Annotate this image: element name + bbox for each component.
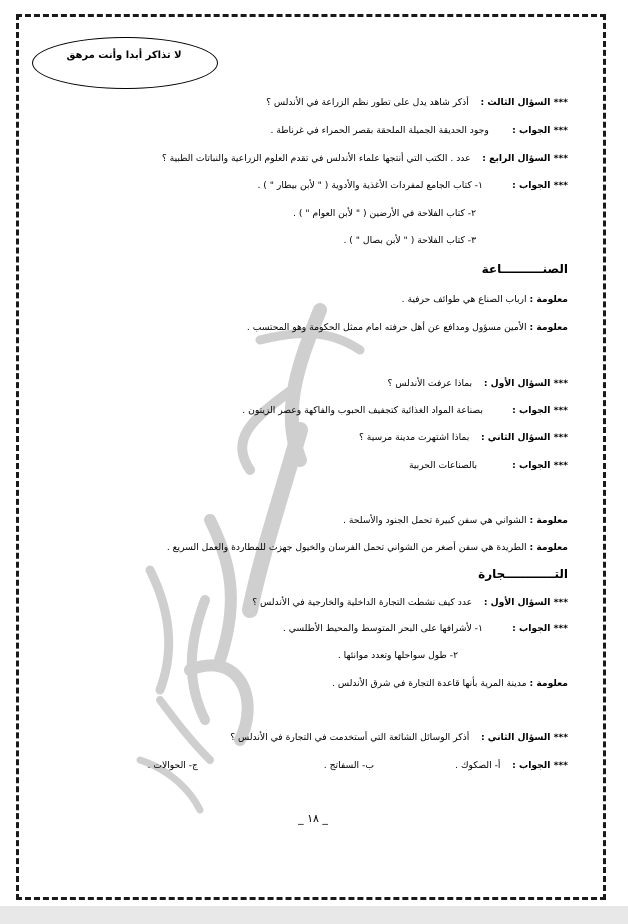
answer-lead: *** الجواب : [512,460,568,471]
section-title-trade: التــــــــــــجارة [478,567,568,581]
trade-question-2 [230,732,568,744]
speech-bubble [32,37,218,89]
answer-item: ١- لأشرافها على البحر المتوسط والمحيط الأطلسي . [282,623,483,634]
info-text: الأمين مسؤول ومدافع عن أهل حرفته امام ممثل الحكومة وهو المحتسب . [246,322,527,333]
question-lead: *** السؤال الثاني : [480,432,568,443]
question-text: أذكر شاهد يدل على تطور نظم الزراعة في الأندلس ؟ [266,97,469,108]
industry-answer-2 [409,460,568,472]
answer-text: بصناعة المواد الغذائية كتجفيف الحبوب والفاكهة وعصر الزيتون . [242,405,483,416]
info-4 [167,542,568,554]
info-label: معلومة : [529,322,568,333]
answer-4-item-2: ٢- كتاب الفلاحة في الأرضين ( " لأبن العوام " ) . [292,208,476,219]
question-lead: *** السؤال الأول : [483,597,568,608]
question-3 [266,97,568,109]
answer-4-item-3: ٣- كتاب الفلاحة ( " لأبن بصال " ) . [343,235,476,246]
question-text: بماذا عرفت الأندلس ؟ [387,378,473,389]
answer-lead: *** الجواب : [512,180,568,191]
info-text: ارباب الصناع هي طوائف حرفية . [401,294,527,305]
question-text: عدد . الكتب التي أنتجها علماء الأندلس في تقدم العلوم الزراعية والنباتات الطبية ؟ [161,153,471,164]
answer-option-a: أ- الصكوك . [455,760,501,771]
answer-lead: *** الجواب : [512,623,568,634]
info-2 [247,322,568,334]
info-5 [332,678,568,690]
question-lead: *** السؤال الثالث : [480,97,568,108]
industry-question-1 [388,378,568,390]
trade-answer-1 [283,623,568,635]
question-text: عدد كيف نشطت التجارة الداخلية والخارجية في الأندلس ؟ [252,597,473,608]
info-label: معلومة : [529,515,568,526]
trade-answer-2 [455,760,568,772]
industry-question-2 [359,432,568,444]
question-lead: *** السؤال الأول : [483,378,568,389]
info-text: مدينة المرية بأنها قاعدة التجارة في شرق الأندلس . [332,678,527,689]
answer-lead: *** الجواب : [512,760,568,771]
answer-text: وجود الحديقة الجميلة الملحقة بقصر الحمراء في غرناطة . [270,125,489,136]
info-text: الشواني هي سفن كبيرة تحمل الجنود والأسلحة . [343,515,527,526]
question-lead: *** السؤال الثاني : [480,732,568,743]
trade-answer-2-option-c: ج- الحوالات . [147,760,198,771]
question-text: بماذا اشتهرت مدينة مرسية ؟ [359,432,470,443]
section-title-industry: الصنــــــــــاعة [481,262,568,276]
answer-lead: *** الجواب : [512,125,568,136]
info-label: معلومة : [529,542,568,553]
info-3 [343,515,568,527]
bottom-strip [0,906,628,924]
trade-answer-1-item-2: ٢- طول سواحلها وتعدد موانئها . [337,650,458,661]
info-text: الطريدة هي سفن أصغر من الشواني تحمل الفرسان والخيول جهزت للمطاردة والعمل السريع . [166,542,527,553]
question-text: أذكر الوسائل الشائعة التي أستخدمت في التجارة في الأندلس ؟ [230,732,470,743]
bubble-text: لا تذاكر أبدا وأنت مرهق [66,50,182,61]
answer-text: بالصناعات الحربية [408,460,478,471]
info-label: معلومة : [529,678,568,689]
info-label: معلومة : [529,294,568,305]
answer-item: ١- كتاب الجامع لمفردات الأغذية والأدوية ( " لأبن بيطار " ) . [257,180,483,191]
trade-question-1 [252,597,568,609]
question-lead: *** السؤال الرابع : [482,153,568,164]
answer-3 [270,125,568,137]
answer-lead: *** الجواب : [512,405,568,416]
question-4 [162,153,568,165]
trade-answer-2-option-b: ب- السفاتج . [323,760,374,771]
industry-answer-1 [242,405,568,417]
page-number: _ ١٨ _ [298,812,328,825]
answer-4 [257,180,568,192]
info-1 [402,294,568,306]
